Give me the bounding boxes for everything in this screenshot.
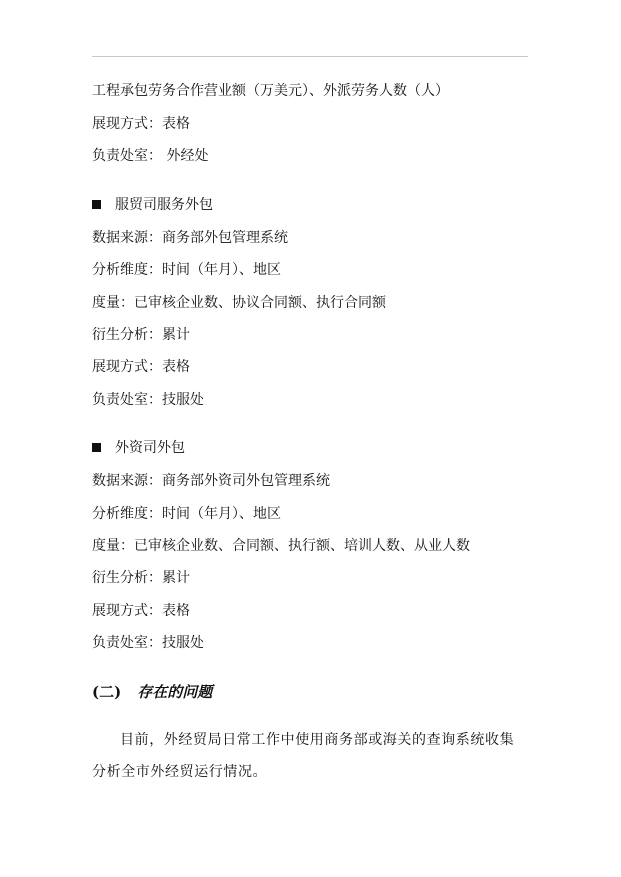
text-line: 展现方式：表格 xyxy=(92,603,190,619)
section-heading xyxy=(92,682,212,702)
heading-number: (二) xyxy=(92,683,122,701)
text-line: 衍生分析：累计 xyxy=(92,570,190,586)
text-line: 度量：已审核企业数、协议合同额、执行合同额 xyxy=(92,295,386,311)
text-line: 数据来源：商务部外资司外包管理系统 xyxy=(92,473,330,489)
text-line: 负责处室：技服处 xyxy=(92,392,204,408)
text-line: 展现方式：表格 xyxy=(92,116,190,132)
header-rule xyxy=(92,56,528,57)
text-line: 度量：已审核企业数、合同额、执行额、培训人数、从业人数 xyxy=(92,538,470,554)
section-title-text: 外资司外包 xyxy=(115,440,185,456)
text-line: 负责处室： 外经处 xyxy=(92,148,209,164)
section-title-text: 服贸司服务外包 xyxy=(115,197,213,213)
text-line: 衍生分析：累计 xyxy=(92,327,190,343)
text-line: 分析维度：时间（年月）、地区 xyxy=(92,506,281,522)
section-title-waizi xyxy=(92,438,185,458)
text-line: 数据来源：商务部外包管理系统 xyxy=(92,230,288,246)
section-title-fuwu xyxy=(92,195,213,215)
text-line: 展现方式：表格 xyxy=(92,359,190,375)
square-bullet-icon xyxy=(92,200,101,209)
square-bullet-icon xyxy=(92,443,101,452)
text-line: 负责处室：技服处 xyxy=(92,635,204,651)
text-line: 工程承包劳务合作营业额（万美元）、外派劳务人数（人） xyxy=(92,83,449,99)
body-paragraph: 目前，外经贸局日常工作中使用商务部或海关的查询系统收集分析全市外经贸运行情况。 xyxy=(92,732,515,780)
text-line: 分析维度：时间（年月）、地区 xyxy=(92,262,281,278)
heading-title: 存在的问题 xyxy=(137,683,213,701)
